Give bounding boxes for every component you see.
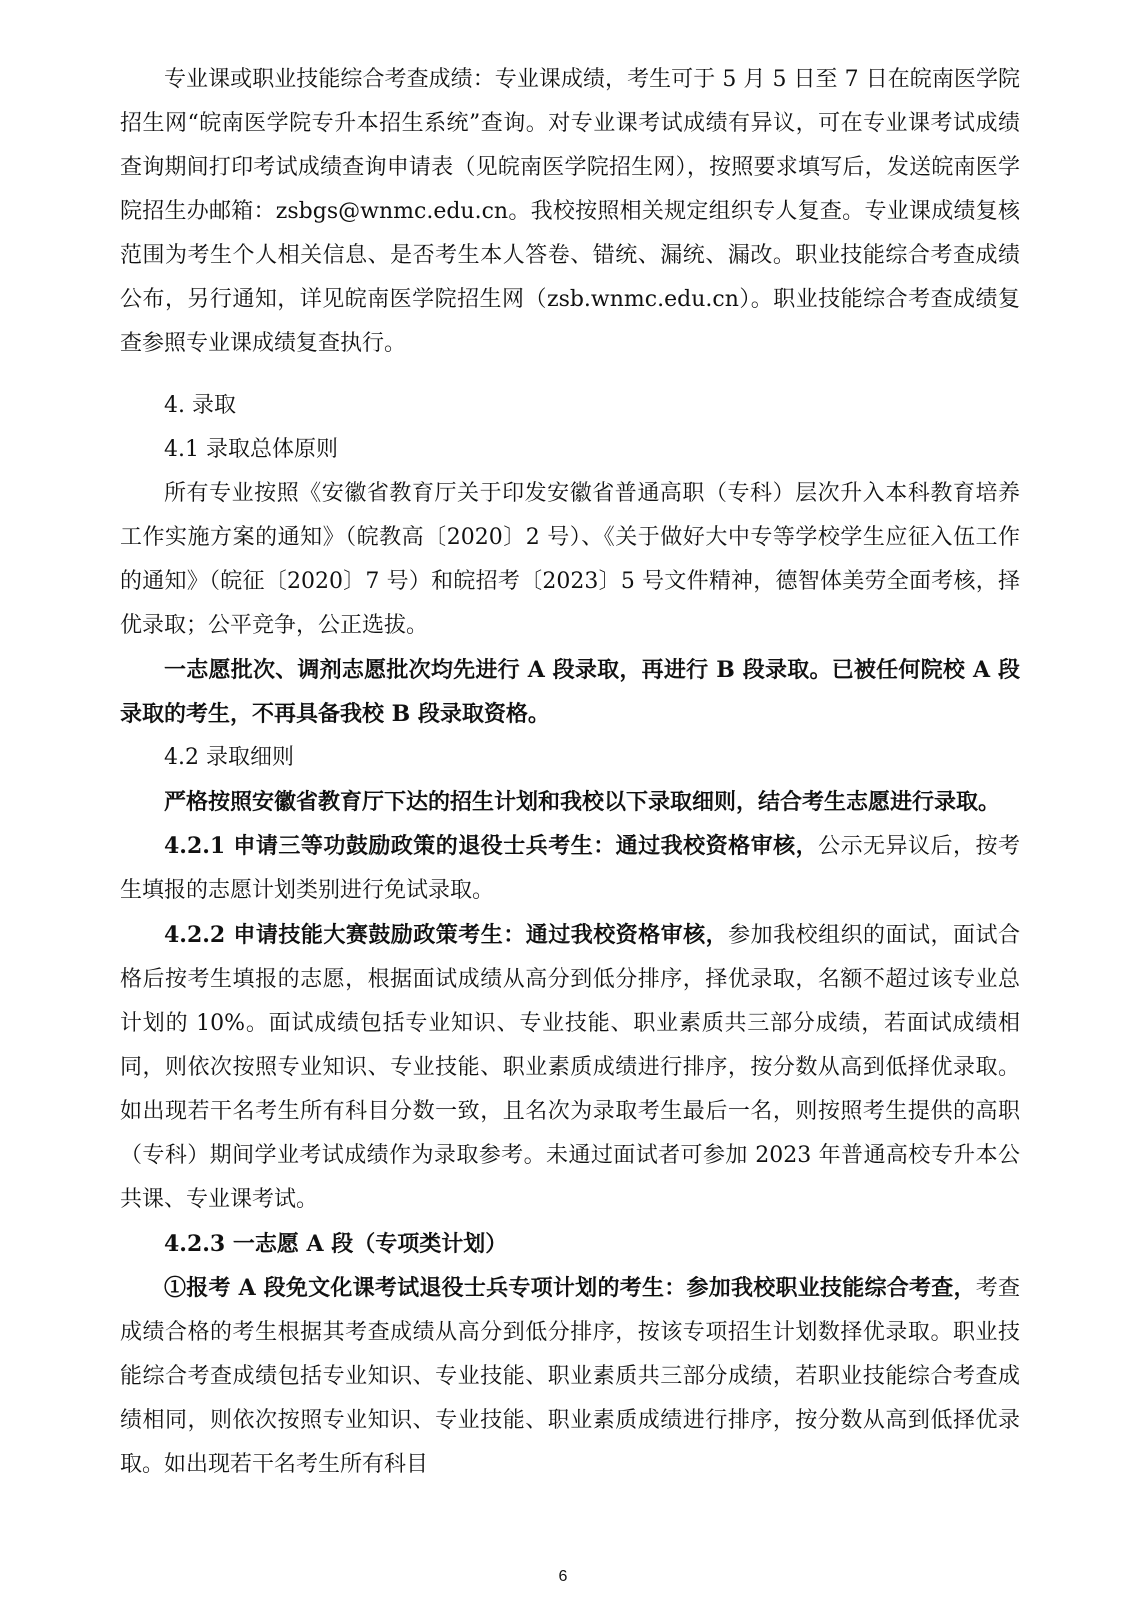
- paragraph-rule-4-2-1: [120, 824, 1020, 913]
- rule-4-2-1-lead: 4.2.1 申请三等功鼓励政策的退役士兵考生：通过我校资格审核，: [164, 833, 819, 859]
- heading-admission: 4. 录取: [164, 393, 236, 418]
- rule-4-2-2-lead: 4.2.2 申请技能大赛鼓励政策考生：通过我校资格审核，: [164, 922, 729, 948]
- document-body: [120, 58, 1020, 1487]
- page-number: 6: [558, 1568, 568, 1585]
- paragraph-score-query: 专业课或职业技能综合考查成绩：专业课成绩，考生可于 5 月 5 日至 7 日在皖南医学院招生网“皖南医学院专升本招生系统”查询。对专业课考试成绩有异议，可在专业课考试成绩查询期间打印考试成绩查询申请表（见皖南医学院招生网），按照要求填写后，发送皖南医学院招生办邮箱：zsbgs@wnmc.edu.cn。我校按照相关规定组织专人复查。专业课成绩复核范围为考生个人相关信息、是否考生本人答卷、错统、漏统、漏改。职业技能综合考查成绩公布，另行通知，详见皖南医学院招生网（zsb.wnmc.edu.cn）。职业技能综合考查成绩复查参照专业课成绩复查执行。: [120, 67, 1020, 356]
- paragraph-rule-4-2-3: [120, 1266, 1020, 1487]
- rule-4-2-3-body: 考查成绩合格的考生根据其考查成绩从高分到低分排序，按该专项招生计划数择优录取。职业技能综合考查成绩包括专业知识、专业技能、职业素质共三部分成绩，若职业技能综合考查成绩相同，则依次按照专业知识、专业技能、职业素质成绩进行排序，按分数从高到低择优录取。如出现若干名考生所有科目: [120, 1276, 1020, 1477]
- paragraph-admission-rules: 严格按照安徽省教育厅下达的招生计划和我校以下录取细则，结合考生志愿进行录取。: [164, 789, 1001, 815]
- section-gap: [120, 366, 1020, 384]
- paragraph-segment-order: 一志愿批次、调剂志愿批次均先进行 A 段录取，再进行 B 段录取。已被任何院校 A 段录取的考生，不再具备我校 B 段录取资格。: [120, 657, 1020, 727]
- rule-4-2-3-lead: ①报考 A 段免文化课考试退役士兵专项计划的考生：参加我校职业技能综合考查，: [164, 1275, 976, 1301]
- paragraph-general-principles: 所有专业按照《安徽省教育厅关于印发安徽省普通高职（专科）层次升入本科教育培养工作实施方案的通知》（皖教高〔2020〕2 号）、《关于做好大中专等学校学生应征入伍工作的通知》（皖征〔2020〕7 号）和皖招考〔2023〕5 号文件精神，德智体美劳全面考核，择优录取；公平竞争，公正选拔。: [120, 481, 1020, 638]
- heading-rule-4-2-3: 4.2.3 一志愿 A 段（专项类计划）: [164, 1231, 508, 1257]
- paragraph-rule-4-2-2: [120, 913, 1020, 1222]
- rule-4-2-1-body: 公示无异议后，按考生填报的志愿计划类别进行免试录取。: [120, 834, 1020, 903]
- heading-admission-rules: 4.2 录取细则: [164, 745, 294, 770]
- heading-general-principles: 4.1 录取总体原则: [164, 437, 338, 462]
- rule-4-2-2-body: 参加我校组织的面试，面试合格后按考生填报的志愿，根据面试成绩从高分到低分排序，择优录取，名额不超过该专业总计划的 10%。面试成绩包括专业知识、专业技能、职业素质共三部分成绩，若面试成绩相同，则依次按照专业知识、专业技能、职业素质成绩进行排序，按分数从高到低择优录取。如出现若干名考生所有科目分数一致，且名次为录取考生最后一名，则按照考生提供的高职（专科）期间学业考试成绩作为录取参考。未通过面试者可参加 2023 年普通高校专升本公共课、专业课考试。: [120, 923, 1020, 1212]
